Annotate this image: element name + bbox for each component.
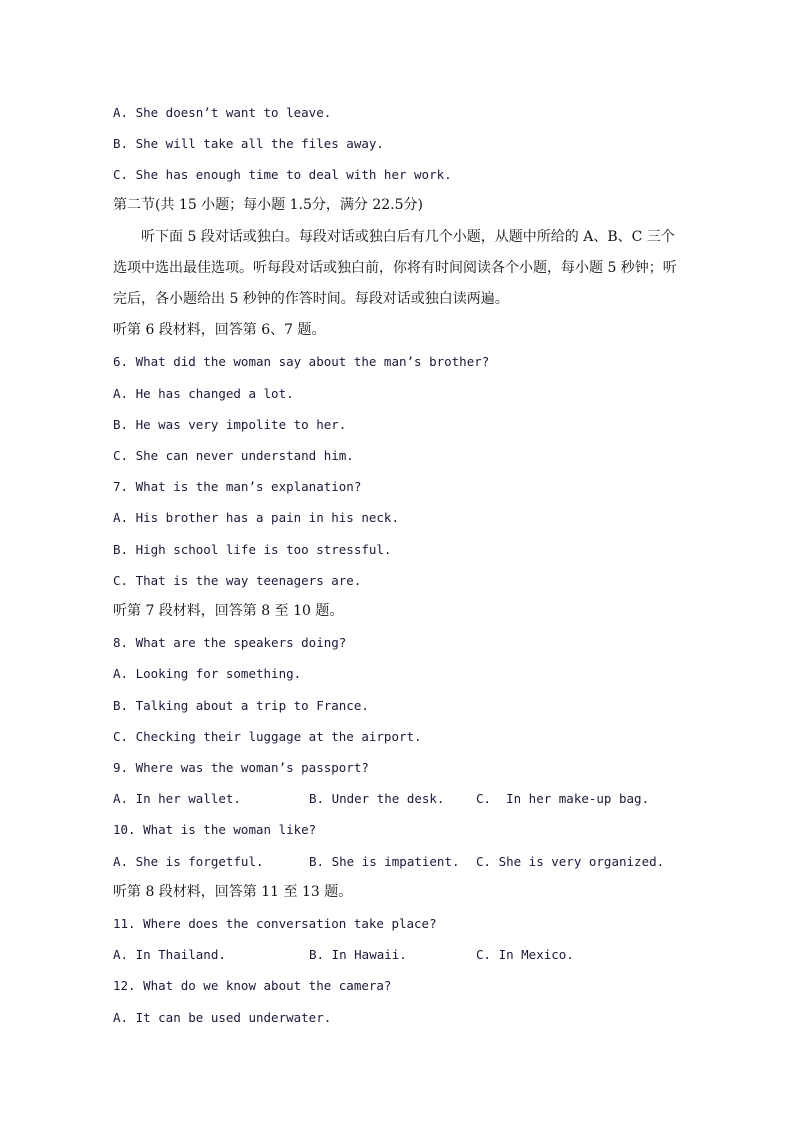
q5-option-c: C. She has enough time to deal with her work.: [113, 167, 452, 182]
question-11-option-a: A. In Thailand.: [113, 947, 226, 962]
question-8-option-b: B. Talking about a trip to France.: [113, 698, 369, 713]
material-heading-8: 听第 8 段材料，回答第 11 至 13 题。: [113, 884, 353, 900]
question-12-stem: 12. What do we know about the camera?: [113, 978, 392, 993]
question-9-option-c: C. In her make-up bag.: [476, 791, 650, 806]
section-instructions: 听下面 5 段对话或独白。每段对话或独白后有几个小题，从题中所给的 A、B、C 三个选项中选出最佳选项。听每段对话或独白前，你将有时间阅读各个小题，每小题 5 秒钟；听完后，各小题给出 5 秒钟的作答时间。每段对话或独白读两遍。: [113, 229, 677, 307]
question-7-stem: 7. What is the man’s explanation?: [113, 479, 362, 494]
question-7-option-b: B. High school life is too stressful.: [113, 542, 392, 557]
question-8-option-c: C. Checking their luggage at the airport.: [113, 729, 422, 744]
material-heading-6: 听第 6 段材料，回答第 6、7 题。: [113, 322, 326, 338]
question-7-option-a: A. His brother has a pain in his neck.: [113, 510, 399, 525]
question-6-option-b: B. He was very impolite to her.: [113, 417, 347, 432]
question-6-option-a: A. He has changed a lot.: [113, 386, 294, 401]
question-10-option-a: A. She is forgetful.: [113, 854, 264, 869]
question-9-option-a: A. In her wallet.: [113, 791, 241, 806]
section-title: 第二节(共 15 小题；每小题 1.5分，满分 22.5分): [113, 197, 423, 213]
question-8-stem: 8. What are the speakers doing?: [113, 635, 347, 650]
question-12-option-a: A. It can be used underwater.: [113, 1010, 332, 1025]
question-11-option-c: C. In Mexico.: [476, 947, 574, 962]
question-6-stem: 6. What did the woman say about the man’s brother?: [113, 354, 490, 369]
question-7-option-c: C. That is the way teenagers are.: [113, 573, 362, 588]
material-heading-7: 听第 7 段材料，回答第 8 至 10 题。: [113, 603, 344, 619]
question-11-option-b: B. In Hawaii.: [309, 947, 407, 962]
question-8-option-a: A. Looking for something.: [113, 666, 302, 681]
question-11-stem: 11. Where does the conversation take place?: [113, 916, 437, 931]
q5-option-a: A. She doesn’t want to leave.: [113, 105, 332, 120]
question-6-option-c: C. She can never understand him.: [113, 448, 354, 463]
q5-option-b: B. She will take all the files away.: [113, 136, 384, 151]
question-10-option-b: B. She is impatient.: [309, 854, 460, 869]
question-9-option-b: B. Under the desk.: [309, 791, 445, 806]
question-10-stem: 10. What is the woman like?: [113, 822, 317, 837]
question-10-option-c: C. She is very organized.: [476, 854, 665, 869]
question-9-stem: 9. Where was the woman’s passport?: [113, 760, 369, 775]
